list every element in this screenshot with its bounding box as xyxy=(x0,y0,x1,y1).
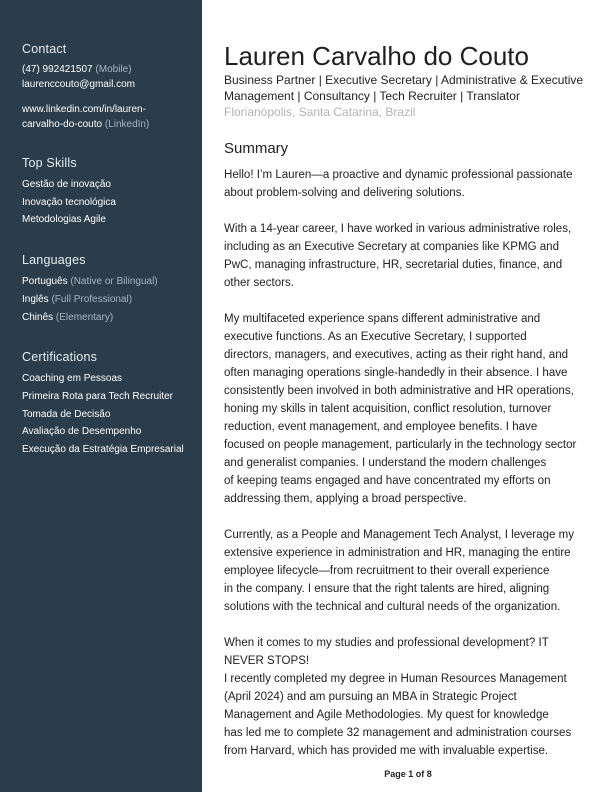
contact-section xyxy=(22,42,202,132)
profile-location: Florianópolis, Santa Catarina, Brazil xyxy=(224,105,416,119)
summary-paragraph: With a 14-year career, I have worked in various administrative roles, including as an Executive Secretary at companies like KPMG and PwC, managing infrastructure, HR, secretarial duties, finance, and other sectors. xyxy=(224,223,572,289)
sidebar xyxy=(0,0,202,792)
language-level: (Native or Bilingual) xyxy=(70,276,158,288)
linkedin-line2 xyxy=(22,117,202,132)
certification-item: Tomada de Decisão xyxy=(22,408,111,420)
language-item xyxy=(22,273,202,291)
summary-paragraph: When it comes to my studies and professional development? IT NEVER STOPS! I recently completed my degree in Human Resources Management (April 2024) and am pursuing an MBA in Strategic Project Management and Agile Methodologies. My quest for knowledge has led me to complete 32 management and administration courses from Harvard, which has provided me with invaluable expertise. xyxy=(224,637,572,757)
language-name: Português xyxy=(22,276,68,288)
certification-item: Coaching em Pessoas xyxy=(22,373,123,385)
skill-item: Metodologias Agile xyxy=(22,214,106,226)
linkedin-link-line2[interactable]: carvalho-do-couto xyxy=(22,119,103,130)
profile-headline: Business Partner | Executive Secretary | Administrative & Executive Management | Consultancy | Tech Recruiter | Translator xyxy=(224,73,584,103)
language-item xyxy=(22,309,202,327)
certifications-heading: Certifications xyxy=(22,350,98,365)
summary-paragraph: My multifaceted experience spans different administrative and executive functions. As an Executive Secretary, I supported directors, managers, and executives, acting as their right hand, and often managing operations single-handedly in their absence. I have consistently been involved in both administrative and HR operations, honing my skills in talent acquisition, conflict resolution, turnover reduction, event management, and employee benefits. I have focused on people management, particularly in the technology sector and generalist companies. I understand the modern challenges of keeping teams engaged and have concentrated my efforts on addressing them, applying a broad perspective. xyxy=(224,313,577,505)
email-link[interactable]: laurenccouto@gmail.com xyxy=(22,79,135,90)
languages-section xyxy=(22,253,202,326)
contact-heading: Contact xyxy=(22,42,67,56)
phone-line xyxy=(22,62,202,77)
certifications-section xyxy=(22,350,202,459)
languages-heading: Languages xyxy=(22,253,86,268)
language-level: (Full Professional) xyxy=(51,293,133,305)
phone-number[interactable]: (47) 992421507 xyxy=(22,64,93,75)
skill-item: Gestão de inovação xyxy=(22,179,111,190)
language-name: Chinês xyxy=(22,311,54,323)
language-item xyxy=(22,291,202,309)
top-skills-heading: Top Skills xyxy=(22,156,77,170)
certification-item: Primeira Rota para Tech Recruiter xyxy=(22,390,173,402)
phone-label: (Mobile) xyxy=(95,64,132,75)
summary-heading: Summary xyxy=(224,140,289,157)
certification-item: Execução da Estratégia Empresarial xyxy=(22,444,184,456)
main-content xyxy=(224,40,592,760)
linkedin-label: (LinkedIn) xyxy=(104,119,150,130)
language-level: (Elementary) xyxy=(55,311,114,323)
summary-paragraph: Currently, as a People and Management Tech Analyst, I leverage my extensive experience in administration and HR, managing the entire employee lifecycle—from recruitment to their overall experience in the company. I ensure that the right talents are hired, aligning solutions with the technical and cultural needs of the organization. xyxy=(224,529,575,613)
profile-name: Lauren Carvalho do Couto xyxy=(224,41,529,71)
page-number: Page 1 of 8 xyxy=(384,769,432,779)
summary-paragraph: Hello! I’m Lauren—a proactive and dynamic professional passionate about problem-solving and delivering solutions. xyxy=(224,169,573,199)
language-name: Inglês xyxy=(22,293,49,305)
skill-item: Inovação tecnológica xyxy=(22,196,116,208)
linkedin-link-line1[interactable]: www.linkedin.com/in/lauren- xyxy=(22,104,146,115)
certification-item: Avaliação de Desempenho xyxy=(22,426,142,438)
top-skills-section xyxy=(22,156,202,229)
